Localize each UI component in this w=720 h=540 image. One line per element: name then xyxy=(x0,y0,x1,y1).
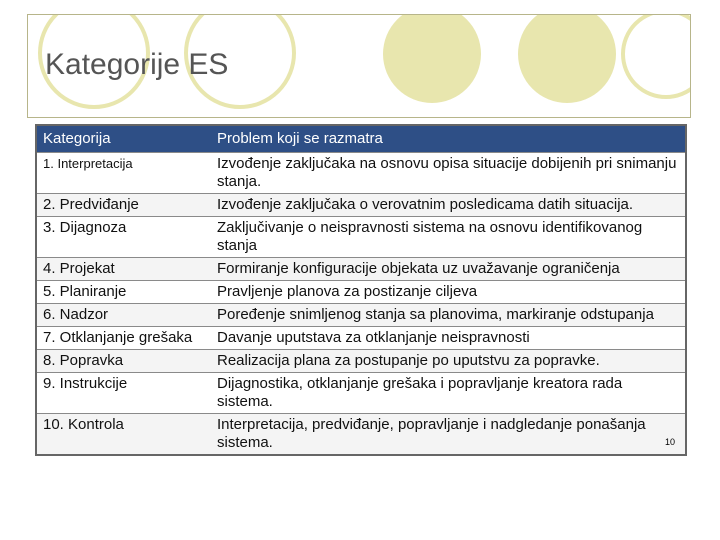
description-cell: Zaključivanje o neispravnosti sistema na osnovu identifikovanog stanja xyxy=(211,217,685,258)
category-cell: 3. Dijagnoza xyxy=(37,217,211,258)
decor-circle xyxy=(383,14,481,103)
table-row xyxy=(37,194,685,217)
description-cell: Pravljenje planova za postizanje ciljeva xyxy=(211,281,685,304)
category-cell: 10. Kontrola xyxy=(37,414,211,455)
table-row xyxy=(37,350,685,373)
title-frame xyxy=(27,14,691,118)
table-row xyxy=(37,281,685,304)
category-cell: 8. Popravka xyxy=(37,350,211,373)
table-header-row xyxy=(37,126,685,153)
description-cell xyxy=(211,414,685,455)
description-cell: Izvođenje zaključaka na osnovu opisa situacije dobijenih pri snimanju stanja. xyxy=(211,153,685,194)
description-cell: Formiranje konfiguracije objekata uz uvažavanje ograničenja xyxy=(211,258,685,281)
slide-title: Kategorije ES xyxy=(45,48,229,81)
table-row xyxy=(37,153,685,194)
description-cell: Realizacija plana za postupanje po uputstvu za popravke. xyxy=(211,350,685,373)
table-row xyxy=(37,217,685,258)
description-text: Interpretacija, predviđanje, popravljanje i nadgledanje ponašanja sistema. xyxy=(217,416,646,451)
description-cell: Dijagnostika, otklanjanje grešaka i popravljanje kreatora rada sistema. xyxy=(211,373,685,414)
description-cell: Davanje uputstava za otklanjanje neispravnosti xyxy=(211,327,685,350)
category-cell: 6. Nadzor xyxy=(37,304,211,327)
category-cell: 9. Instrukcije xyxy=(37,373,211,414)
category-cell: 4. Projekat xyxy=(37,258,211,281)
category-cell: 7. Otklanjanje grešaka xyxy=(37,327,211,350)
column-header: Problem koji se razmatra xyxy=(211,126,685,153)
categories-table xyxy=(35,124,687,456)
column-header: Kategorija xyxy=(37,126,211,153)
table-row xyxy=(37,373,685,414)
table-row xyxy=(37,304,685,327)
category-cell: 2. Predviđanje xyxy=(37,194,211,217)
page-number: 10 xyxy=(664,437,675,447)
description-cell: Izvođenje zaključaka o verovatnim posledicama datih situacija. xyxy=(211,194,685,217)
table-row xyxy=(37,258,685,281)
description-cell: Poređenje snimljenog stanja sa planovima, markiranje odstupanja xyxy=(211,304,685,327)
decor-circle xyxy=(518,14,616,103)
table-row xyxy=(37,414,685,455)
category-cell: 5. Planiranje xyxy=(37,281,211,304)
category-cell: 1. Interpretacija xyxy=(37,153,211,194)
table-row xyxy=(37,327,685,350)
decor-circle xyxy=(621,14,691,99)
